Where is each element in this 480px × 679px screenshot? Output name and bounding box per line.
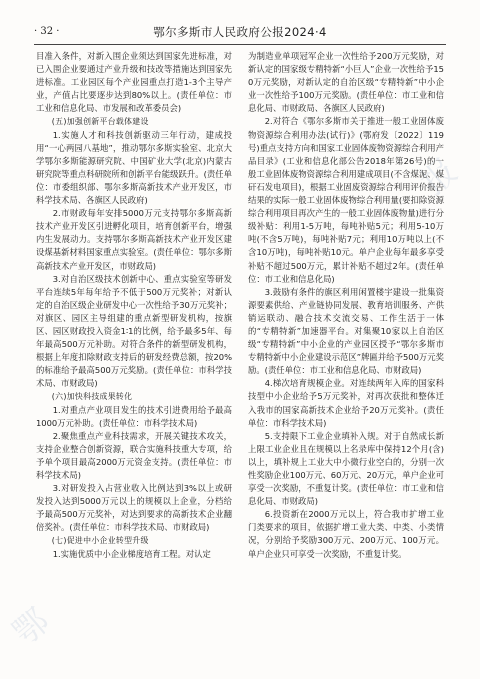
paragraph: 3.鼓励有条件的旗区利用闲置楼宇建设一批集资源要素供给、产业链协同发展、教育培训服务、产供销运联动、融合技术交流交易、工作生活于一体的“专精特新”加速器平台。对集聚10家以上自治区级“专精特新”中小企业的产业园区授予“鄂尔多斯市专精特新中小企业建设示范区”牌匾并给予500万元奖励。(责任单位：市工业和信息化局、市财政局) [248,286,444,376]
section-heading: (五)加强创新平台载体建设 [51,117,149,127]
right-column [248,50,444,561]
paragraph: 2.聚焦重点产业科技需求，开展关键技术攻关，支持企业整合创新资源，联合实施科技重大专项，给予单个项目最高2000万元资金支持。(责任单位：市科学技术局) [36,430,232,480]
paragraph: 1.对重点产业项目发生的技术引进费用给予最高1000万元补助。(责任单位：市科学技术局) [36,404,232,428]
publication-title: 鄂尔多斯市人民政府公报2024·4 [153,25,327,39]
paragraph: 3.对自治区级技术创新中心、重点实验室等研发平台连续5年每年给予不低于500万元奖补；对新认定的自治区级企业研发中心一次性给予30万元奖补；对旗区、园区主导组建的重点新型研发机构，按旗区、园区财政投入资金1∶1的比例，给予最多5年、每年最高500万元补助。对符合条件的新型研发机构，根据上年度扣除财政支持后的研发经费总额，按20%的标准给予最高500万元奖励。(责任单位：市科学技术局、市财政局) [36,273,232,389]
paragraph: 4.梯次培育规模企业。对连续两年入库的国家科技型中小企业给予5万元奖补，对再次获批和整体迁入我市的国家高新技术企业给予20万元奖补。(责任单位：市科学技术局) [248,378,444,428]
paragraph: 为制造业单项冠军企业一次性给予200万元奖励，对新认定的国家级专精特新“小巨人”企业一次性给予150万元奖励，对新认定的自治区级“专精特新”中小企业一次性给予100万元奖励。(责任单位：市工业和信息化局、市财政局、各旗区人民政府) [248,51,444,114]
paragraph: 2.对符合《鄂尔多斯市关于推进一般工业固体废物资源综合利用办法(试行)》(鄂府发〔2022〕119号)重点支持方向和国家工业固体废物资源综合利用产品目录》(工业和信息化部公告2018年第26号)的一般工业固体废物资源综合利用建成项目(不含煤泥、煤矸石发电项目)，根据工业固废资源综合利用评价报告结果的实际一般工业固体废物综合利用量(要扣除资源综合利用项目再次产生的一般工业固体废物量)进行分级补贴：利用1-5万吨，每吨补贴5元；利用5-10万吨(不含5万吨)，每吨补贴7元；利用10万吨以上(不含10万吨)，每吨补贴10元。单户企业每年最多享受补贴不超过500万元，累计补贴不超过2年。(责任单位：市工业和信息化局) [248,116,444,284]
paragraph: 5.支持限下工业企业填补入规。对于自然成长新上限工业企业且在规模以上名录库中保持12个月(含)以上，填补规上工业大中小微行业空白的，分别一次性奖励企业100万元、60万元、20万元，单户企业可享受一次奖励，不重复计奖。(责任单位：市工业和信息化局、市财政局) [248,430,444,507]
paragraph: 1.实施优质中小企业梯度培育工程。对认定 [52,548,211,559]
page-number: · 32 · [34,26,60,37]
section-heading: (七)促进中小企业转型升级 [51,536,149,546]
page-header [34,24,446,42]
paragraph: 6.投资新在2000万元以上，符合我市扩增工业门类要求的项目，依据扩增工业大类、中类、小类情况，分别给予奖励300万元、200万元、100万元。单户企业只可享受一次奖励，不重复计奖。 [248,509,444,559]
paragraph: 2.市财政每年安排5000万元支持鄂尔多斯高新技术产业开发区引进孵化项目，培育创新平台，增强内生发展动力。支持鄂尔多斯高新技术产业开发区建设煤基新材料国家重点实验室。(责任单位：鄂尔多斯高新技术产业开发区，市财政局) [36,208,232,271]
paragraph: 目准入条件，对新入围企业须达到国家先进标准，对已入围企业要通过产业升级和技改等措施达到国家先进标准。工业园区每个产业园重点打造1-3个主导产业，产值占比要逐步达到80%以上。(责任单位：市工业和信息化局、市发展和改革委员会) [36,51,232,114]
paragraph: 3.对研发投入占营业收入比例达到3%以上或研发投入达到5000万元以上的规模以上企业，分档给予最高500万元奖补，对达到要求的高新技术企业翻倍奖补。(责任单位：市科学技术局、市财政局) [36,483,232,533]
left-column [36,50,232,561]
section-heading: (六)加快科技成果转化 [51,392,133,402]
header-rule [34,44,446,45]
watermark-bottom-left: 鄂 [5,600,58,654]
watermark-top-right: 报 [413,150,466,204]
paragraph: 1.实施人才和科技创新驱动三年行动，建成投用“一心两园八基地”，推动鄂尔多斯实验室、北京大学鄂尔多斯能源研究院、中国矿业大学(北京)内蒙古研究院等重点科研院所和创新平台能级跃升。(责任单位：市委组织部、鄂尔多斯高新技术产业开发区，市科学技术局、各旗区人民政府) [36,129,232,206]
